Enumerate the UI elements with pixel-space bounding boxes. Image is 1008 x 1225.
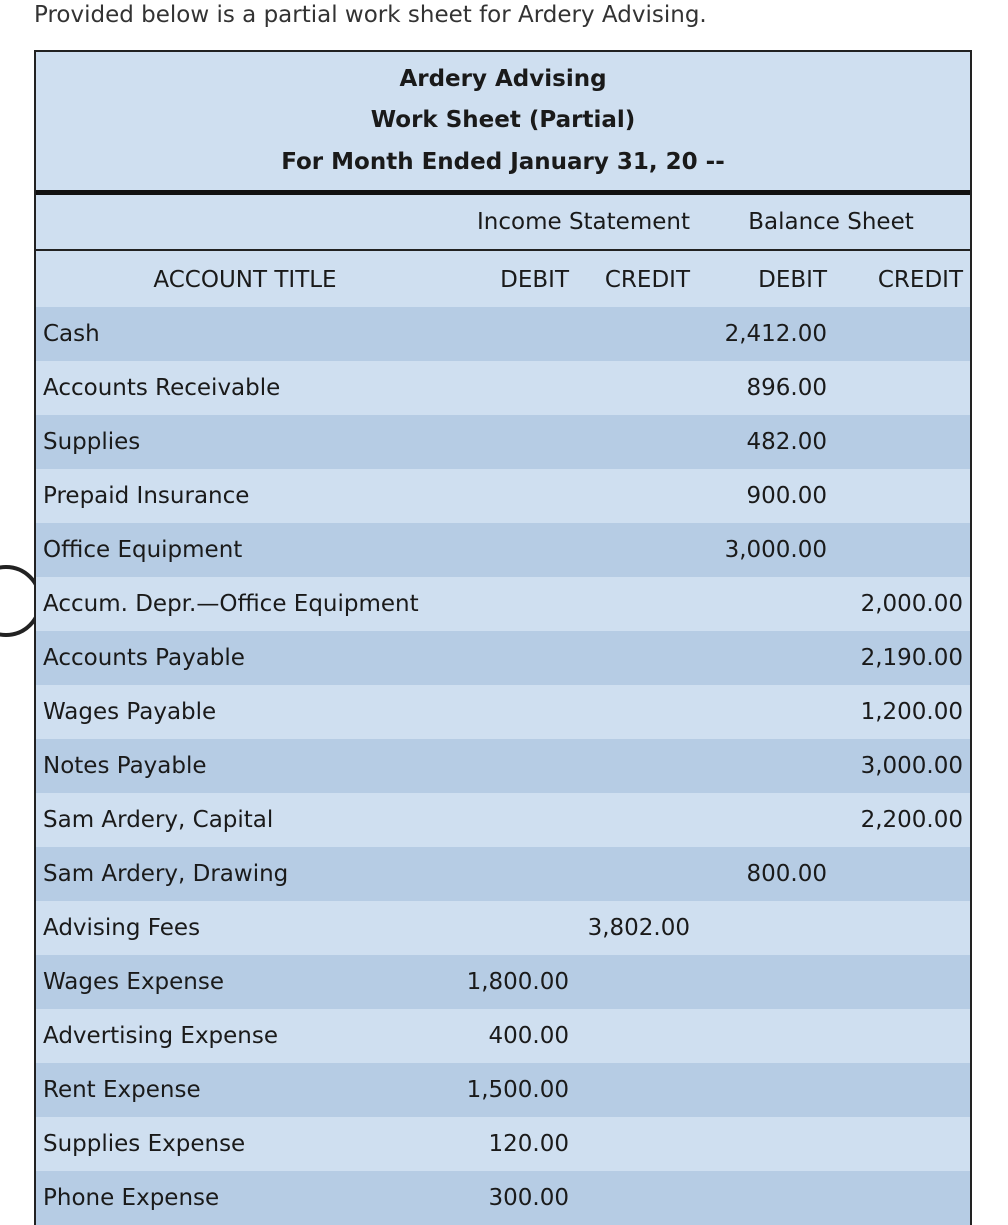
company-name: Ardery Advising xyxy=(399,66,607,92)
account-title-cell: Phone Expense xyxy=(43,1185,220,1211)
table-row xyxy=(36,739,970,793)
table-row xyxy=(36,847,970,901)
table-row xyxy=(36,685,970,739)
intro-text: Provided below is a partial work sheet for Ardery Advising. xyxy=(34,2,707,28)
table-row xyxy=(36,793,970,847)
is-debit-cell: 1,800.00 xyxy=(466,969,569,995)
is-debit-cell: 1,500.00 xyxy=(466,1077,569,1103)
work-sheet-table xyxy=(34,50,972,1225)
bs-credit-cell: 2,200.00 xyxy=(860,807,963,833)
is-debit-cell: 300.00 xyxy=(488,1185,569,1211)
table-row xyxy=(36,631,970,685)
bs-debit-cell: 896.00 xyxy=(746,375,827,401)
account-title-cell: Sam Ardery, Drawing xyxy=(43,861,289,887)
table-row xyxy=(36,523,970,577)
account-title-cell: Wages Payable xyxy=(43,699,217,725)
account-title-cell: Rent Expense xyxy=(43,1077,201,1103)
bs-credit-cell: 3,000.00 xyxy=(860,753,963,779)
is-debit-cell: 120.00 xyxy=(488,1131,569,1157)
column-group-row xyxy=(36,195,970,251)
balance-sheet-group-header: Balance Sheet xyxy=(748,209,914,235)
is-debit-header: DEBIT xyxy=(500,267,569,293)
bs-debit-cell: 3,000.00 xyxy=(724,537,827,563)
table-row xyxy=(36,1117,970,1171)
table-row xyxy=(36,415,970,469)
account-rows xyxy=(36,307,970,1225)
work-sheet-header xyxy=(36,52,970,195)
bs-debit-header: DEBIT xyxy=(758,267,827,293)
account-title-cell: Supplies Expense xyxy=(43,1131,246,1157)
account-title-cell: Supplies xyxy=(43,429,141,455)
account-title-cell: Accounts Receivable xyxy=(43,375,281,401)
is-debit-cell: 400.00 xyxy=(488,1023,569,1049)
income-statement-group-header: Income Statement xyxy=(477,209,690,235)
account-title-cell: Accounts Payable xyxy=(43,645,245,671)
table-row xyxy=(36,577,970,631)
bs-credit-cell: 2,190.00 xyxy=(860,645,963,671)
bs-debit-cell: 2,412.00 xyxy=(724,321,827,347)
account-title-cell: Accum. Depr.—Office Equipment xyxy=(43,591,419,617)
account-title-cell: Sam Ardery, Capital xyxy=(43,807,274,833)
bs-debit-cell: 800.00 xyxy=(746,861,827,887)
account-title-cell: Prepaid Insurance xyxy=(43,483,250,509)
table-row xyxy=(36,901,970,955)
column-header-row xyxy=(36,251,970,307)
table-row xyxy=(36,1171,970,1225)
table-row xyxy=(36,1063,970,1117)
bs-credit-header: CREDIT xyxy=(877,267,963,293)
account-title-header: ACCOUNT TITLE xyxy=(153,267,337,293)
account-title-cell: Wages Expense xyxy=(43,969,225,995)
is-credit-cell: 3,802.00 xyxy=(587,915,690,941)
table-row xyxy=(36,307,970,361)
is-credit-header: CREDIT xyxy=(604,267,690,293)
table-row xyxy=(36,1009,970,1063)
bs-credit-cell: 2,000.00 xyxy=(860,591,963,617)
bs-debit-cell: 900.00 xyxy=(746,483,827,509)
account-title-cell: Advertising Expense xyxy=(43,1023,279,1049)
account-title-cell: Office Equipment xyxy=(43,537,243,563)
bs-credit-cell: 1,200.00 xyxy=(860,699,963,725)
account-title-cell: Advising Fees xyxy=(43,915,201,941)
statement-period: For Month Ended January 31, 20 -- xyxy=(281,149,725,175)
table-row xyxy=(36,955,970,1009)
bs-debit-cell: 482.00 xyxy=(746,429,827,455)
account-title-cell: Cash xyxy=(43,321,100,347)
table-row xyxy=(36,469,970,523)
statement-title: Work Sheet (Partial) xyxy=(370,107,636,133)
account-title-cell: Notes Payable xyxy=(43,753,207,779)
table-row xyxy=(36,361,970,415)
work-sheet-grid xyxy=(36,195,970,1225)
